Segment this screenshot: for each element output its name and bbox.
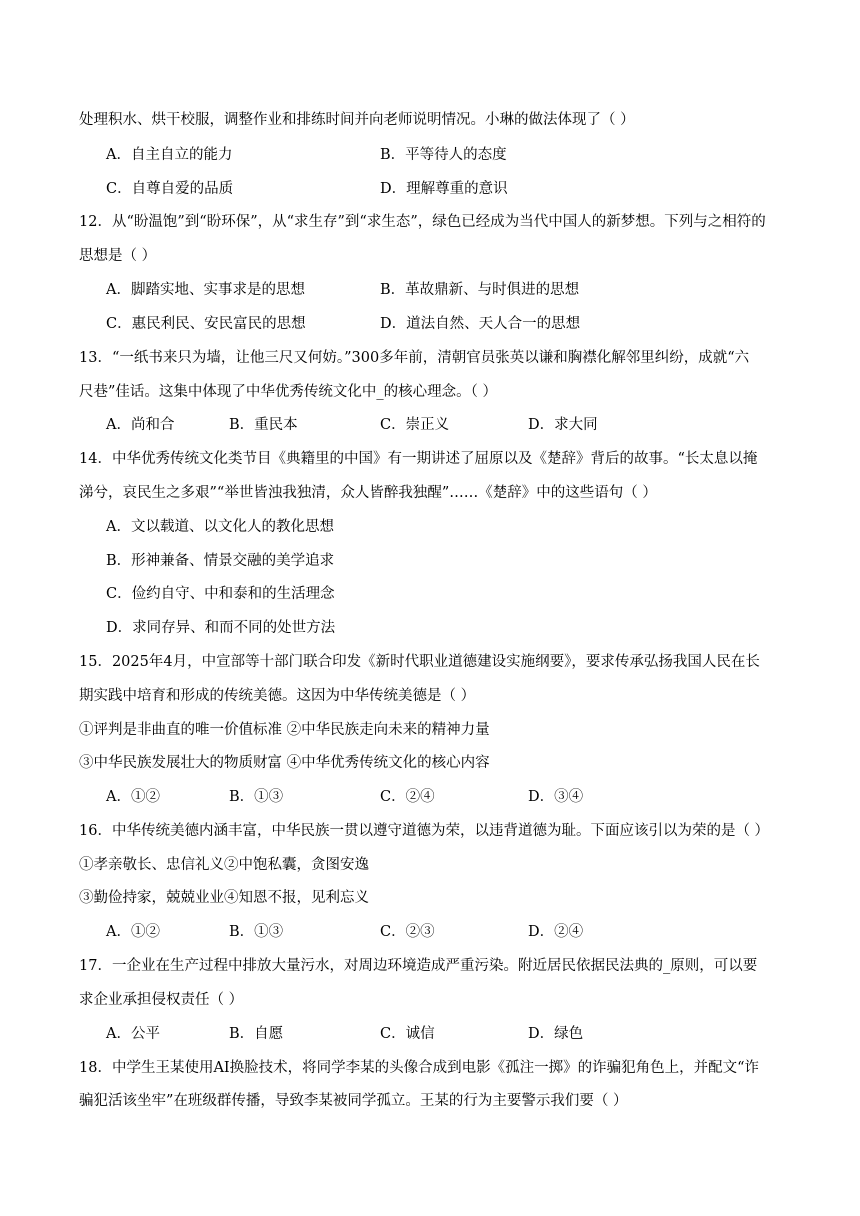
q13-stem-line1: 13．“一纸书来只为墙，让他三尺又何妨。”300多年前，清朝官员张英以谦和胸襟化解邻里纠纷，成就“六 — [79, 350, 750, 366]
q15-statements-2: ③中华民族发展壮大的物质财富 ④中华优秀传统文化的核心内容 — [79, 755, 490, 771]
q16-option-a: A．①② — [106, 924, 160, 940]
q16-statements-1: ①孝亲敬长、忠信礼义②中饱私囊，贪图安逸 — [79, 857, 369, 873]
q13-option-c: C．崇正义 — [380, 417, 450, 433]
q16-option-d: D．②④ — [528, 924, 584, 940]
q17-option-c: C．诚信 — [380, 1026, 435, 1042]
q12-stem-line1: 12．从“盼温饱”到“盼环保”，从“求生存”到“求生态”，绿色已经成为当代中国人的新梦想。下列与之相符的 — [79, 214, 766, 230]
q14-option-a: A．文以载道、以文化人的教化思想 — [106, 519, 334, 535]
q12-option-c: C．惠民利民、安民富民的思想 — [106, 316, 306, 332]
q17-stem-line2: 求企业承担侵权责任（ ） — [79, 992, 244, 1008]
q12-option-d: D．道法自然、天人合一的思想 — [380, 316, 581, 332]
q14-stem-line2: 涕兮，哀民生之多艰”“举世皆浊我独清，众人皆醉我独醒”……《楚辞》中的这些语句（ ） — [79, 485, 657, 501]
q16-statements-2: ③勤俭持家，兢兢业业④知恩不报，见利忘义 — [79, 890, 369, 906]
q11-stem: 处理积水、烘干校服，调整作业和排练时间并向老师说明情况。小琳的做法体现了（ ） — [79, 112, 635, 128]
q12-option-a: A．脚踏实地、实事求是的思想 — [106, 282, 305, 298]
q11-option-c: C．自尊自爱的品质 — [106, 181, 234, 197]
q16-option-b: B．①③ — [229, 924, 284, 940]
q13-option-d: D．求大同 — [528, 417, 598, 433]
q13-option-b: B．重民本 — [229, 417, 298, 433]
q15-stem-line2: 期实践中培育和形成的传统美德。这因为中华传统美德是（ ） — [79, 688, 476, 704]
q13-option-a: A．尚和合 — [106, 417, 175, 433]
q14-stem-line1: 14．中华优秀传统文化类节目《典籍里的中国》有一期讲述了屈原以及《楚辞》背后的故事。“长太息以掩 — [79, 451, 758, 467]
q16-stem-line1: 16．中华传统美德内涵丰富，中华民族一贯以遵守道德为荣，以违背道德为耻。下面应该引以为荣的是（ ） — [79, 823, 770, 839]
q12-stem-line2: 思想是（ ） — [79, 248, 157, 264]
q13-stem-line2: 尺巷”佳话。这集中体现了中华优秀传统文化中_的核心理念。（ ） — [79, 384, 498, 400]
q15-option-d: D．③④ — [528, 789, 584, 805]
q15-option-b: B．①③ — [229, 789, 284, 805]
q18-stem-line1: 18．中学生王某使用AI换脸技术，将同学李某的头像合成到电影《孤注一掷》的诈骗犯角色上，并配文“诈 — [79, 1060, 760, 1076]
q11-option-b: B．平等待人的态度 — [380, 147, 507, 163]
q17-option-b: B．自愿 — [229, 1026, 284, 1042]
q12-option-b: B．革故鼎新、与时俱进的思想 — [380, 282, 580, 298]
q15-statements-1: ①评判是非曲直的唯一价值标准 ②中华民族走向未来的精神力量 — [79, 722, 490, 738]
q17-stem-line1: 17．一企业在生产过程中排放大量污水，对周边环境造成严重污染。附近居民依据民法典的_原则，可以要 — [79, 958, 758, 974]
q14-option-d: D．求同存异、和而不同的处世方法 — [106, 620, 336, 636]
q11-option-a: A．自主自立的能力 — [106, 147, 233, 163]
q17-option-a: A．公平 — [106, 1026, 160, 1042]
q16-option-c: C．②③ — [380, 924, 435, 940]
q14-option-b: B．形神兼备、情景交融的美学追求 — [106, 553, 335, 569]
q15-option-a: A．①② — [106, 789, 160, 805]
q15-option-c: C．②④ — [380, 789, 435, 805]
q15-stem-line1: 15．2025年4月，中宣部等十部门联合印发《新时代职业道德建设实施纲要》，要求传承弘扬我国人民在长 — [79, 654, 760, 670]
q11-option-d: D．理解尊重的意识 — [380, 181, 508, 197]
q14-option-c: C．俭约自守、中和泰和的生活理念 — [106, 586, 335, 602]
q18-stem-line2: 骗犯活该坐牢”在班级群传播，导致李某被同学孤立。王某的行为主要警示我们要（ ） — [79, 1093, 628, 1109]
q17-option-d: D．绿色 — [528, 1026, 584, 1042]
